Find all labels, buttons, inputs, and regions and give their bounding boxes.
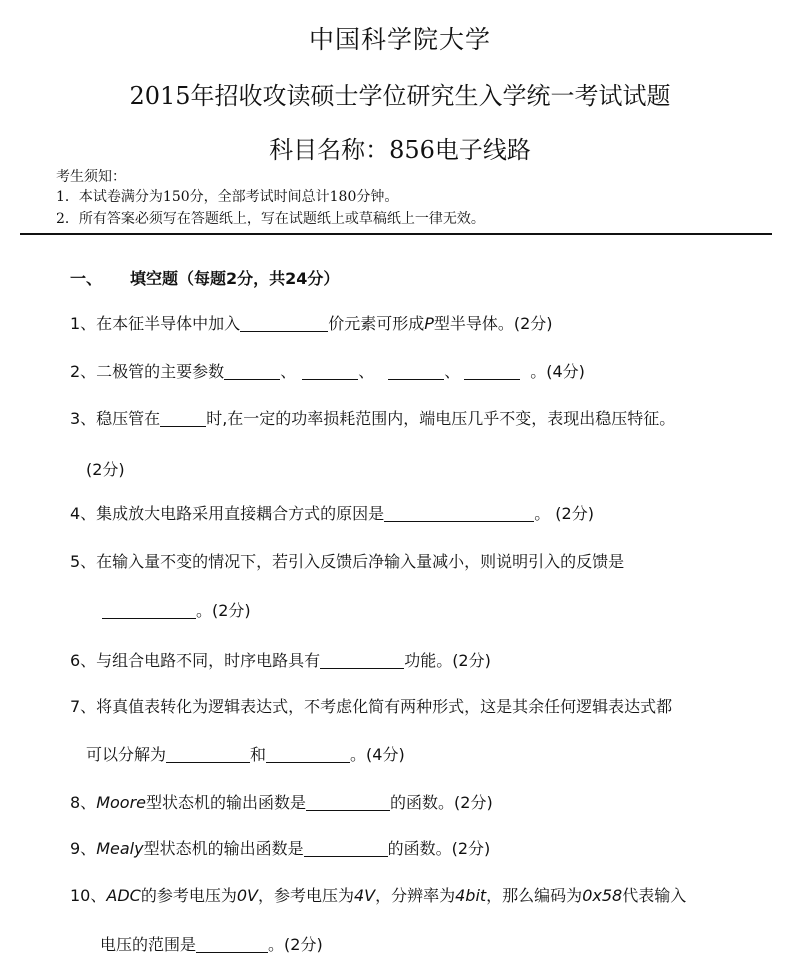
question-text: 的函数。(2分) xyxy=(390,793,493,812)
question-text: 电压的范围是 xyxy=(100,935,197,954)
question-3-score: (2分) xyxy=(86,460,125,479)
question-symbol: 0x58 xyxy=(582,886,623,905)
answer-blank xyxy=(240,315,328,332)
question-symbol: 4V xyxy=(353,886,376,905)
question-text: 4、集成放大电路采用直接耦合方式的原因是 xyxy=(70,504,385,523)
answer-blank xyxy=(302,363,358,380)
question-text: ，参考电压为 xyxy=(257,886,354,905)
question-text: 9、 xyxy=(70,839,97,858)
question-text: ，分辨率为 xyxy=(375,886,456,905)
section-title: 填空题（每题2分，共24分） xyxy=(130,269,340,288)
question-1 xyxy=(70,311,553,334)
question-symbol: 4bit xyxy=(455,886,487,905)
question-symbol: Mealy xyxy=(96,839,144,858)
question-text: 代表输入 xyxy=(622,886,687,905)
question-5-cont xyxy=(102,598,251,621)
question-text: 。(2分) xyxy=(268,935,323,954)
subject-title: 科目名称：856电子线路 xyxy=(269,136,531,164)
section-heading xyxy=(70,266,339,289)
question-text: 。(2分) xyxy=(196,601,251,620)
question-3 xyxy=(70,406,675,429)
question-text: 、 xyxy=(280,362,297,381)
notice-item: 2．所有答案必须写在答题纸上，写在试题纸上或草稿纸上一律无效。 xyxy=(56,211,485,227)
answer-blank xyxy=(464,363,520,380)
question-text: 价元素可形成 xyxy=(328,314,425,333)
answer-blank xyxy=(160,410,206,427)
question-10-cont xyxy=(100,932,323,955)
question-text: 3、稳压管在 xyxy=(70,409,161,428)
question-text: 。(4分) xyxy=(530,362,585,381)
question-text: 1、在本征半导体中加入 xyxy=(70,314,241,333)
answer-blank xyxy=(306,794,390,811)
answer-blank xyxy=(384,505,534,522)
question-text: 、 xyxy=(358,362,375,381)
answer-blank xyxy=(224,363,280,380)
question-text: 时,在一定的功率损耗范围内，端电压几乎不变，表现出稳压特征。 xyxy=(206,409,676,428)
answer-blank xyxy=(388,363,444,380)
question-text: 5、在输入量不变的情况下，若引入反馈后净输入量减小，则说明引入的反馈是 xyxy=(70,552,625,571)
question-text: 。(4分) xyxy=(350,745,405,764)
question-symbol: P xyxy=(424,314,434,333)
school-name: 中国科学院大学 xyxy=(308,25,491,54)
question-7 xyxy=(70,694,672,717)
question-6 xyxy=(70,648,491,671)
question-symbol: Moore xyxy=(96,793,146,812)
question-text: 可以分解为 xyxy=(86,745,167,764)
question-symbol: 0V xyxy=(236,886,258,905)
notice-title: 考生须知： xyxy=(56,169,126,185)
question-text: 的函数。(2分) xyxy=(387,839,491,858)
question-text: ，那么编码为 xyxy=(486,886,583,905)
question-2 xyxy=(70,359,585,382)
question-text: 10、 xyxy=(70,886,107,905)
exam-title: 2015年招收攻读硕士学位研究生入学统一考试试题 xyxy=(129,82,671,110)
question-text: 。 (2分) xyxy=(534,504,594,523)
question-text: 2、二极管的主要参数 xyxy=(70,362,225,381)
question-text: 型状态机的输出函数是 xyxy=(143,839,304,858)
answer-blank xyxy=(196,936,268,953)
question-8 xyxy=(70,790,493,813)
header-divider xyxy=(20,233,772,235)
question-text: 6、与组合电路不同，时序电路具有 xyxy=(70,651,321,670)
answer-blank xyxy=(102,602,196,619)
answer-blank xyxy=(320,652,404,669)
question-7-cont xyxy=(86,742,405,765)
question-text: 、 xyxy=(444,362,461,381)
answer-blank xyxy=(304,840,388,857)
question-text: 8、 xyxy=(70,793,97,812)
answer-blank xyxy=(166,746,250,763)
question-text: 的参考电压为 xyxy=(140,886,237,905)
question-9 xyxy=(70,836,490,859)
question-text: 型状态机的输出函数是 xyxy=(146,793,307,812)
question-text: 型半导体。(2分) xyxy=(433,314,553,333)
question-10 xyxy=(70,883,686,906)
section-number: 一、 xyxy=(70,269,103,288)
question-text: 功能。(2分) xyxy=(404,651,491,670)
answer-blank xyxy=(266,746,350,763)
notice-item: 1．本试卷满分为150分，全部考试时间总计180分钟。 xyxy=(56,189,399,205)
question-text: 7、将真值表转化为逻辑表达式，不考虑化简有两种形式，这是其余任何逻辑表达式都 xyxy=(70,697,673,716)
question-4 xyxy=(70,501,594,524)
question-symbol: ADC xyxy=(106,886,141,905)
question-5 xyxy=(70,549,624,572)
question-text: 和 xyxy=(250,745,267,764)
